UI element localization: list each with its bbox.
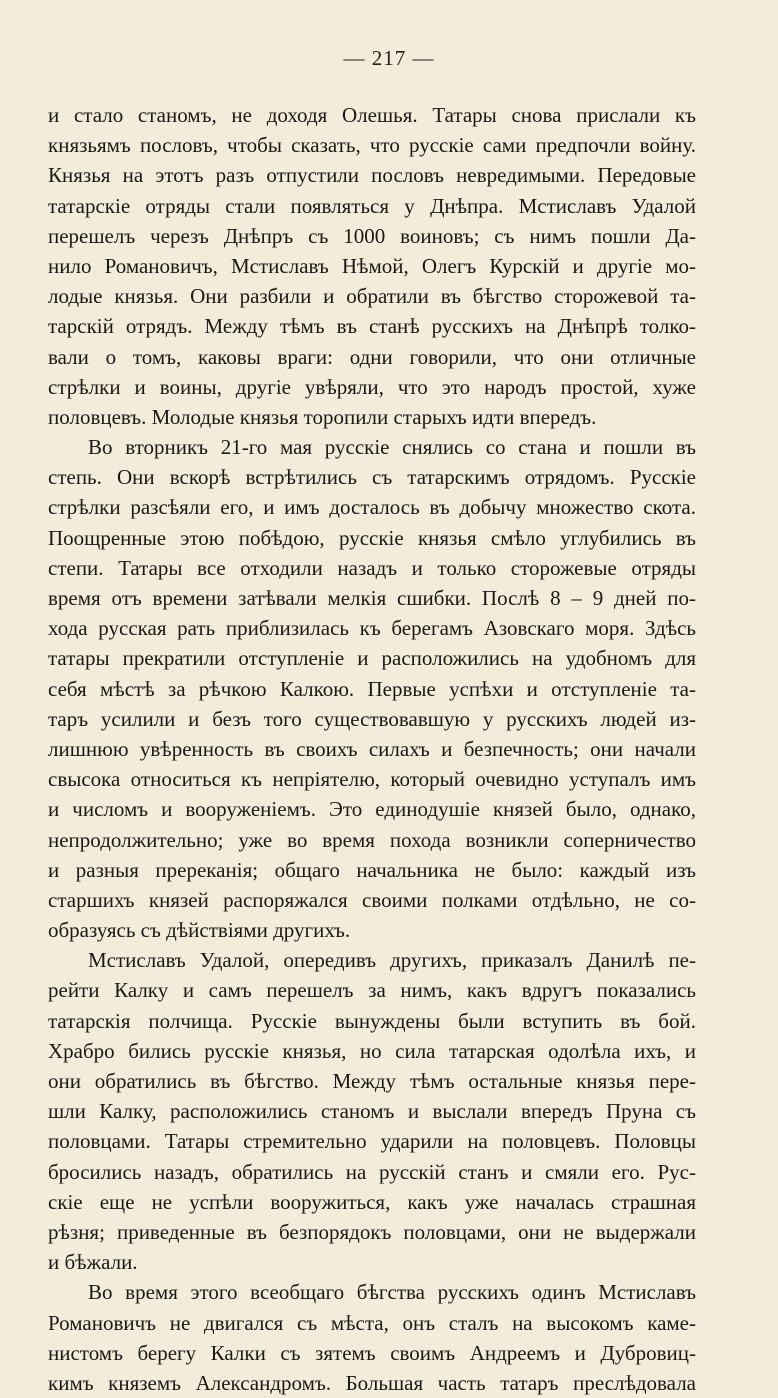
- text-line: и разныя пререканія; общаго начальника не было: каждый изъ: [48, 857, 696, 882]
- text-line: татары прекратили отступленіе и расположились на удобномъ для: [48, 646, 696, 671]
- text-line: стрѣлки и воины, другіе увѣряли, что это народъ простой, хуже: [48, 374, 696, 399]
- text-line: скіе еще не успѣли вооружиться, какъ уже началась страшная: [48, 1189, 696, 1214]
- text-line: старшихъ князей распоряжался своими полками отдѣльно, не со-: [48, 887, 696, 912]
- text-line: половцевъ. Молодые князья торопили старыхъ идти впередъ.: [48, 404, 597, 429]
- paragraph: [48, 432, 696, 945]
- text-line: лишнюю увѣренность въ своихъ силахъ и безпечность; они начали: [48, 736, 696, 761]
- text-line: Романовичъ не двигался съ мѣста, онъ сталъ на высокомъ каме-: [48, 1310, 696, 1335]
- text-line: рѣзня; приведенные въ безпорядокъ половцами, они не выдержали: [48, 1219, 696, 1244]
- text-line: Мстиславъ Удалой, опередивъ другихъ, приказалъ Данилѣ пе-: [88, 948, 696, 973]
- text-line: себя мѣстѣ за рѣчкою Калкою. Первые успѣхи и отступленіе та-: [48, 676, 696, 701]
- text-line: лодые князья. Они разбили и обратили въ бѣгство сторожевой та-: [48, 284, 696, 309]
- text-line: Во время этого всеобщаго бѣгства русскихъ одинъ Мстиславъ: [88, 1280, 696, 1305]
- text-line: хода русская рать приблизилась къ берегамъ Азовскаго моря. Здѣсь: [48, 616, 696, 641]
- text-line: стрѣлки разсѣяли его, и имъ досталось въ добычу множество скота.: [48, 495, 696, 520]
- text-line: время отъ времени затѣвали мелкія сшибки. Послѣ 8 – 9 дней по-: [48, 586, 696, 610]
- text-line: бросились назадъ, обратились на русскій станъ и смяли его. Рус-: [48, 1159, 696, 1184]
- text-line: вали о томъ, каковы враги: одни говорили, что они отличные: [48, 344, 696, 369]
- text-line: татарскіе отряды стали появляться у Днѣпра. Мстиславъ Удалой: [48, 193, 696, 218]
- paragraph: [48, 100, 696, 432]
- text-line: и числомъ и вооруженіемъ. Это единодушіе князей было, однако,: [48, 797, 696, 822]
- text-line: образуясь съ дѣйствіями другихъ.: [48, 918, 351, 943]
- text-line: и стало станомъ, не доходя Олешья. Татары снова прислали къ: [48, 103, 696, 127]
- text-line: тарскій отрядъ. Между тѣмъ въ станѣ русскихъ на Днѣпрѣ толко-: [48, 314, 696, 339]
- text-line: шли Калку, расположились станомъ и выслали впередъ Пруна съ: [48, 1099, 696, 1124]
- text-line: кимъ княземъ Александромъ. Большая часть татаръ преслѣдовала: [48, 1370, 696, 1395]
- text-line: таръ усилили и безъ того существовавшую у русскихъ людей из-: [48, 706, 696, 731]
- text-line: половцами. Татары стремительно ударили на половцевъ. Половцы: [48, 1129, 696, 1154]
- text-line: нистомъ берегу Калки съ зятемъ своимъ Андреемъ и Дубровиц-: [48, 1340, 696, 1365]
- text-line: степь. Они вскорѣ встрѣтились съ татарскимъ отрядомъ. Русскіе: [48, 465, 696, 490]
- text-line: Князья на этотъ разъ отпустили пословъ невредимыми. Передовые: [48, 163, 696, 188]
- text-line: и бѣжали.: [48, 1250, 138, 1275]
- text-line: свысока относиться къ непріятелю, который очевидно уступалъ имъ: [48, 767, 696, 792]
- paragraph: [48, 1277, 696, 1398]
- text-line: Во вторникъ 21-го мая русскіе снялись со стана и пошли въ: [88, 435, 696, 460]
- text-line: нило Романовичъ, Мстиславъ Нѣмой, Олегъ Курскій и другіе мо-: [48, 253, 696, 278]
- paragraph: [48, 945, 696, 1277]
- text-line: князьямъ пословъ, чтобы сказать, что русскіе сами предпочли войну.: [48, 133, 696, 158]
- text-line: перешелъ черезъ Днѣпръ съ 1000 воиновъ; съ нимъ пошли Да-: [48, 223, 696, 248]
- body-text: [48, 100, 696, 1398]
- page-number: — 217 —: [343, 46, 435, 70]
- text-line: татарскія полчища. Русскіе вынуждены были вступить въ бой.: [48, 1008, 696, 1033]
- text-line: непродолжительно; уже во время похода возникли соперничество: [48, 827, 696, 852]
- text-line: они обратились въ бѣгство. Между тѣмъ остальные князья пере-: [48, 1069, 696, 1093]
- text-line: Поощренные этою побѣдою, русскіе князья смѣло углубились въ: [48, 525, 696, 550]
- text-line: Храбро бились русскіе князья, но сила татарская одолѣла ихъ, и: [48, 1038, 696, 1063]
- text-line: рейти Калку и самъ перешелъ за нимъ, какъ вдругъ показались: [48, 978, 696, 1003]
- text-line: степи. Татары все отходили назадъ и только сторожевые отряды: [48, 555, 696, 580]
